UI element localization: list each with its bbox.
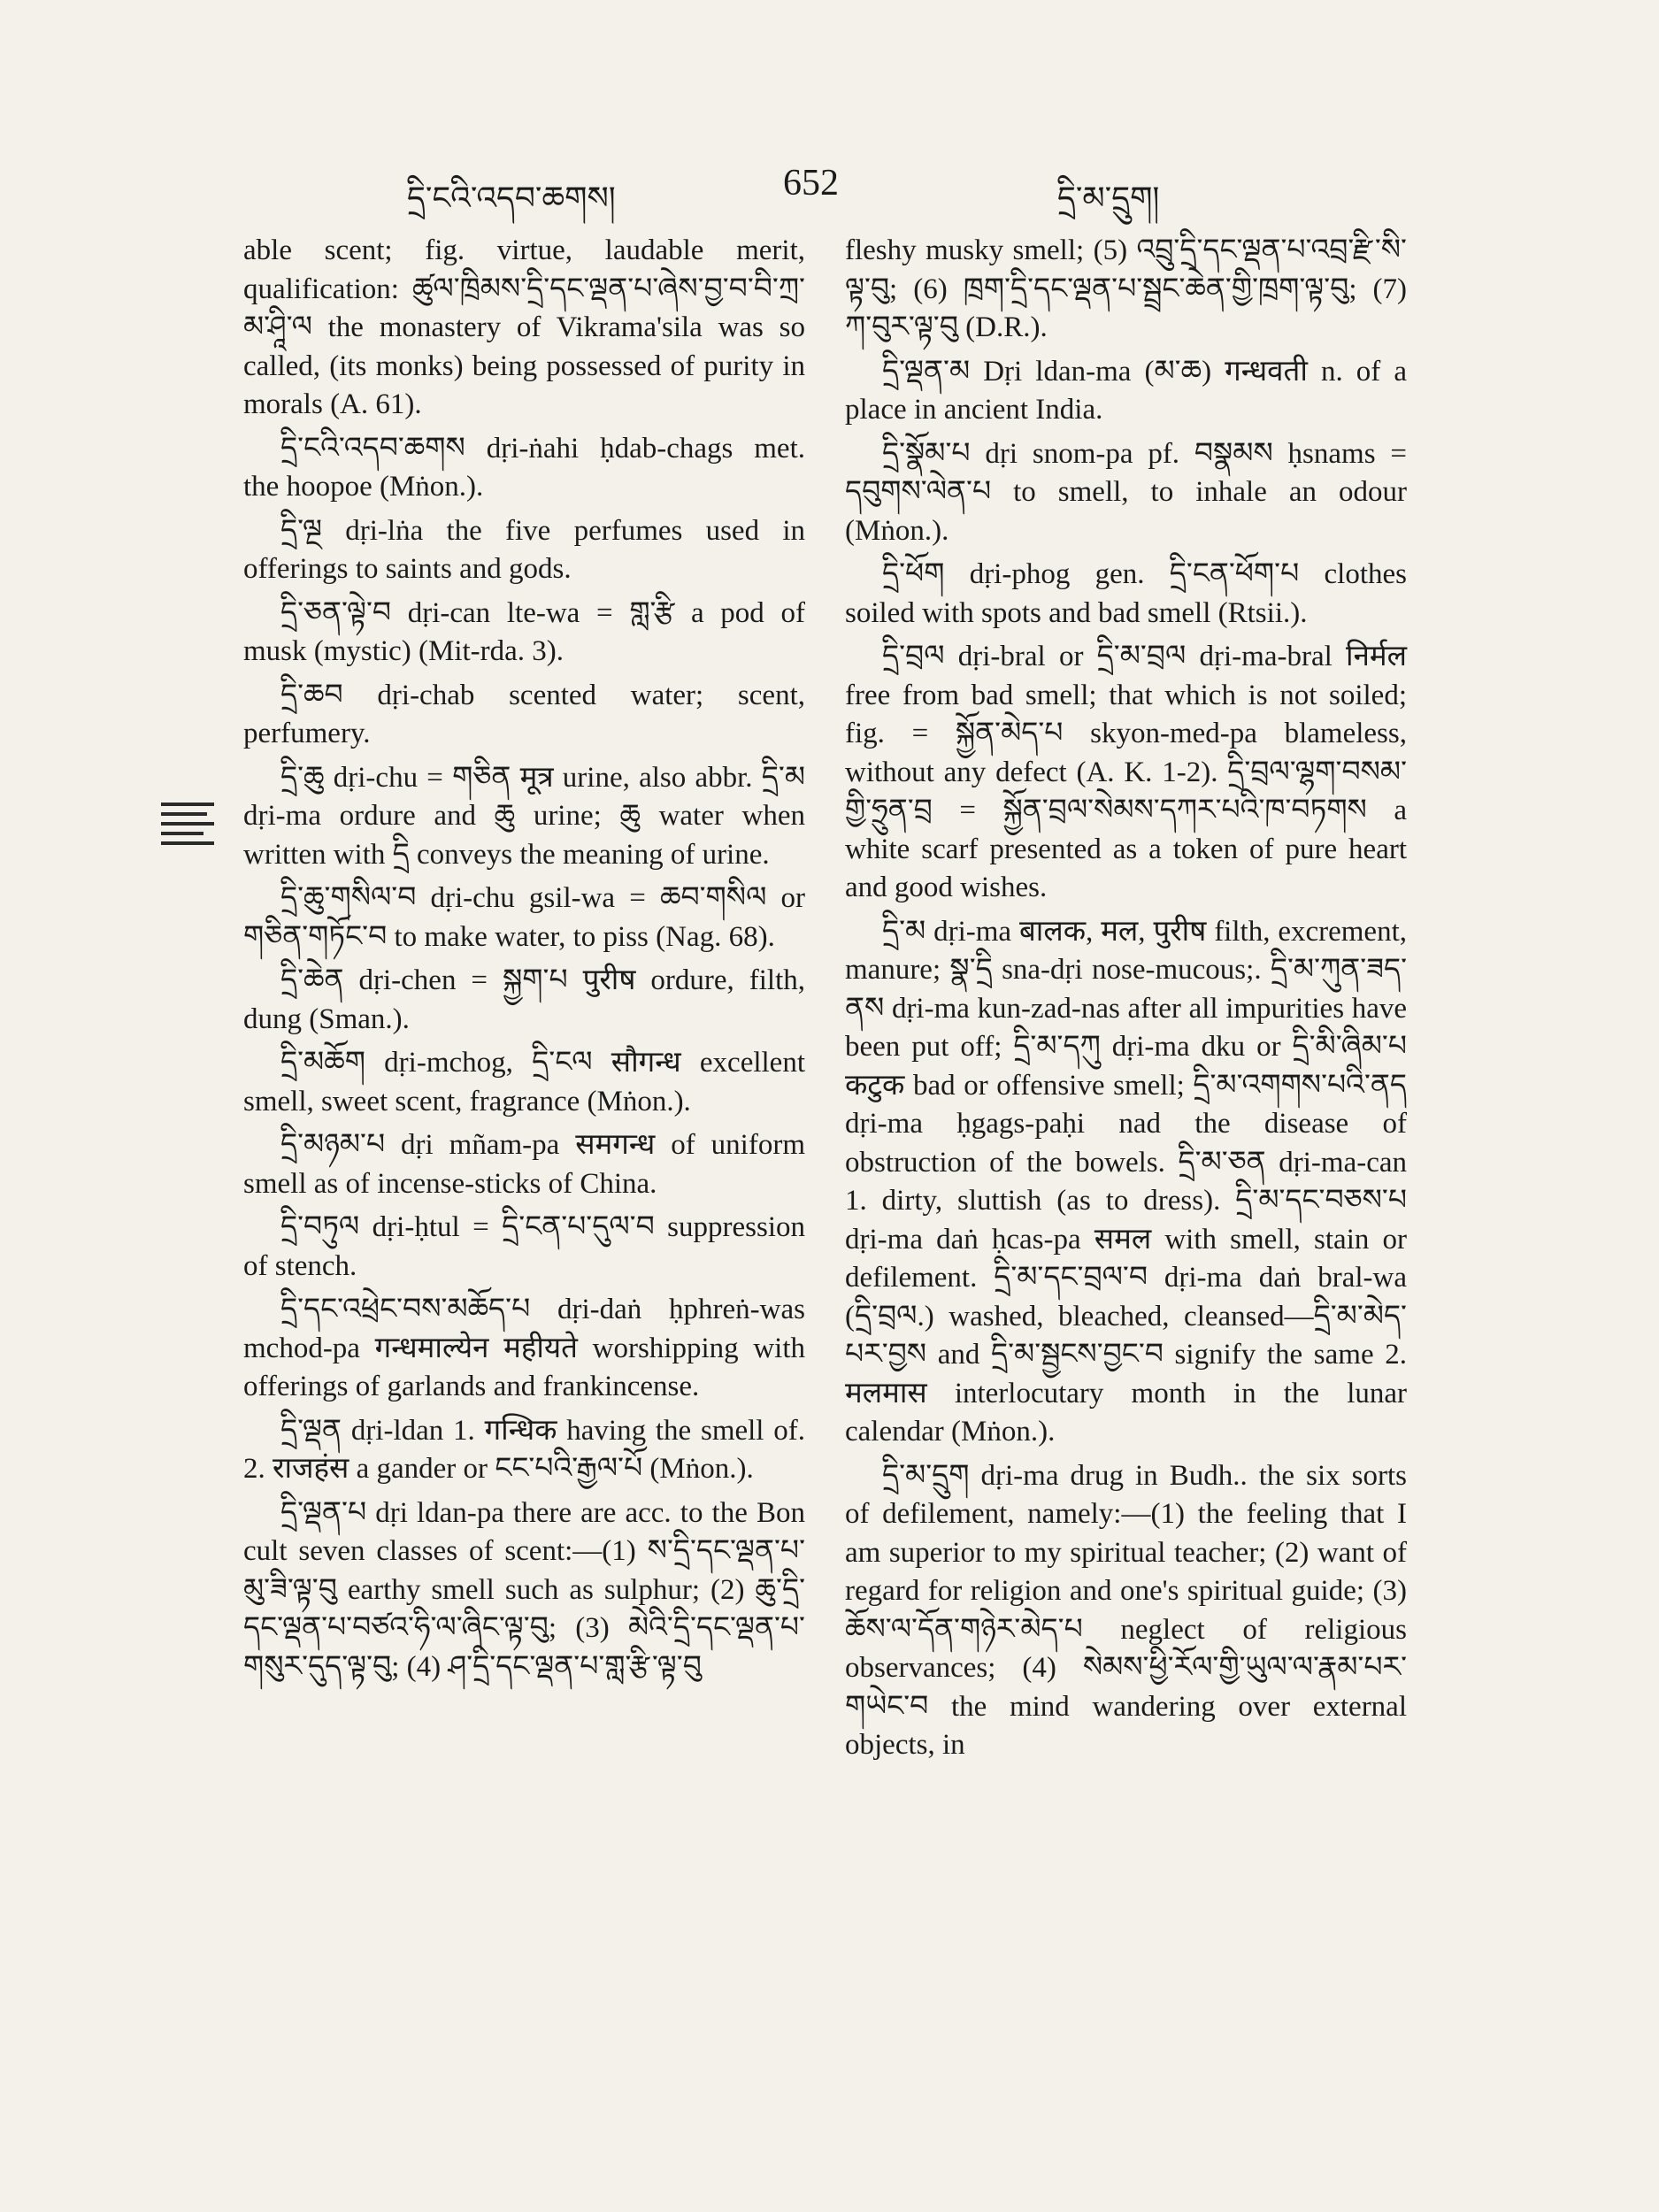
entry: དྲི་མཆོག dṛi-mchog, དྲི་ངལ सौगन्ध excellent smell, sweet scent, fragrance (Mṅon.). [243, 1047, 805, 1118]
left-running-head: དྲི་ངའི་འདབ་ཆགས། [407, 180, 616, 217]
entry: དྲི་བཏུལ dṛi-ḥtul = དྲི་ངན་པ་དུལ་བ suppression of stench. [243, 1211, 805, 1282]
entry: དྲི་མཉམ་པ dṛi mñam-pa समगन्ध of uniform smell as of incense-sticks of China. [243, 1129, 805, 1200]
entry: དྲི་ལྔ dṛi-lṅa the five perfumes used in offerings to saints and gods. [243, 514, 805, 585]
page-number: 652 [783, 163, 839, 204]
entry: དྲི་མ་དྲུག dṛi-ma drug in Budh.. the six sorts of defilement, namely:—(1) the feeling that I am superior to my spiritual teacher; (2) want of regard for religion and one's spiritual guide; (3) ཆོས་ལ་དོན་གཉེར་མེད་པ neglect of religious observances; (4) སེམས་ཕྱི་རོལ་གྱི་ཡུལ་ལ་རྣམ་པར་གཡེང་བ the mind wandering over external objects, in [845, 1459, 1407, 1761]
left-column [243, 232, 805, 1692]
entry: དྲི་ལྡན་མ Dṛi ldan-ma (མ་ཆ) गन्धवती n. of a place in ancient India. [845, 355, 1407, 426]
entry: དྲི་ཅན་ལྟེ་བ dṛi-can lte-wa = གླ་རྩི a pod of musk (mystic) (Mit-rda. 3). [243, 596, 805, 667]
entry: དྲི་མ dṛi-ma बालक, मल, पुरीष filth, excrement, manure; སྣ་དྲི sna-dṛi nose-mucous;. དྲི་མ་ཀུན་ཟད་ནས dṛi-ma kun-zad-nas after all impurities have been put off; དྲི་མ་དཀུ dṛi-ma dku or དྲི་མི་ཞིམ་པ कटुक bad or offensive smell; དྲི་མ་འགགས་པའི་ནད dṛi-ma ḥgags-paḥi nad the disease of obstruction of the bowels. དྲི་མ་ཅན dṛi-ma-can 1. dirty, sluttish (as to dress). དྲི་མ་དང་བཅས་པ dṛi-ma daṅ ḥcas-pa समल with smell, stain or defilement. དྲི་མ་དང་བྲལ་བ dṛi-ma daṅ bral-wa (དྲི་བྲལ.) washed, bleached, cleansed—དྲི་མ་མེད་པར་བྱས and དྲི་མ་སྦྱངས་བྱང་བ signify the same 2. मलमास interlocutary month in the lunar calendar (Mṅon.). [845, 915, 1407, 1448]
entry: དྲི་ཆུ dṛi-chu = གཅིན मूत्र urine, also abbr. དྲི་མ dṛi-ma ordure and ཆུ urine; ཆུ water when written with དྲི conveys the meaning of urine. [243, 761, 805, 871]
entry: fleshy musky smell; (5) འབྲུ་དྲི་དང་ལྡན་པ་འབྲ་རྫི་སི་ལྟ་བུ; (6) ཁྲག་དྲི་དང་ལྡན་པ་སྦྲང་ཆེན་གྱི་ཁྲག་ལྟ་བུ; (7) ཀ་བུར་ལྟ་བུ (D.R.). [845, 234, 1407, 343]
page-header [239, 155, 1416, 217]
right-column [845, 232, 1407, 1770]
entry: དྲི་དང་འཕྲེང་བས་མཆོད་པ dṛi-daṅ ḥphreṅ-was mchod-pa गन्धमाल्येन महीयते worshipping with offerings of garlands and frankincense. [243, 1294, 805, 1402]
entry: དྲི་ཆུ་གསིལ་བ dṛi-chu gsil-wa = ཆབ་གསིལ or གཅིན་གཏོང་བ to make water, to piss (Nag. 68). [243, 882, 805, 953]
right-running-head: དྲི་མ་དྲུག། [1057, 180, 1160, 217]
entry: able scent; fig. virtue, laudable merit, qualification: ཚུལ་ཁྲིམས་དྲི་དང་ལྡན་པ་ཞེས་བྱ་བ་བི་ཀྲ་མ་ཤཱི་ལ the monastery of Vikrama'sila was so called, (its monks) being possessed of purity in morals (A. 61). [243, 234, 805, 420]
entry: དྲི་ལྡན་པ dṛi ldan-pa there are acc. to the Bon cult seven classes of scent:—(1) ས་དྲི་དང་ལྡན་པ་མུ་ཟི་ལྟ་བུ earthy smell such as sulphur; (2) ཆུ་དྲི་དང་ལྡན་པ་བཙའ་ཧི་ལ་ཞིང་ལྟ་བུ; (3) མེའི་དྲི་དང་ལྡན་པ་གསུར་དུད་ལྟ་བུ; (4) ཤ་དྲི་དང་ལྡན་པ་གླ་རྩི་ལྟ་བུ [243, 1496, 805, 1683]
entry: དྲི་ཆབ dṛi-chab scented water; scent, perfumery. [243, 679, 805, 749]
entry: དྲི་ལྡན dṛi-ldan 1. गन्धिक having the smell of. 2. राजहंस a gander or ངང་པའི་རྒྱལ་པོ (Mṅon.). [243, 1414, 805, 1485]
entry: དྲི་ཆེན dṛi-chen = སྐྱག་པ पुरीष ordure, filth, dung (Sman.). [243, 964, 805, 1035]
entry: དྲི་ཕོག dṛi-phog gen. དྲི་ངན་ཕོག་པ clothes soiled with spots and bad smell (Rtsii.). [845, 558, 1407, 629]
entry: དྲི་སྣོམ་པ dṛi snom-pa pf. བསྣམས ḥsnams = དབུགས་ལེན་པ to smell, to inhale an odour (Mṅon.). [845, 437, 1407, 547]
entry: དྲི་ངའི་འདབ་ཆགས dṛi-ṅahi ḥdab-chags met. the hoopoe (Mṅon.). [243, 432, 805, 503]
margin-tibetan-mark [161, 801, 214, 850]
entry: དྲི་བྲལ dṛi-bral or དྲི་མ་བྲལ dṛi-ma-bral निर्मल free from bad smell; that which is not soiled; fig. = སྐྱོན་མེད་པ skyon-med-pa blameless, without any defect (A. K. 1-2). དྲི་བྲལ་ལྷག་བསམ་གྱི་ཧྲུན་བྲ = སྐྱོན་བྲལ་སེམས་དཀར་པའི་ཁ་བཏགས a white scarf presented as a token of pure heart and good wishes. [845, 641, 1407, 903]
